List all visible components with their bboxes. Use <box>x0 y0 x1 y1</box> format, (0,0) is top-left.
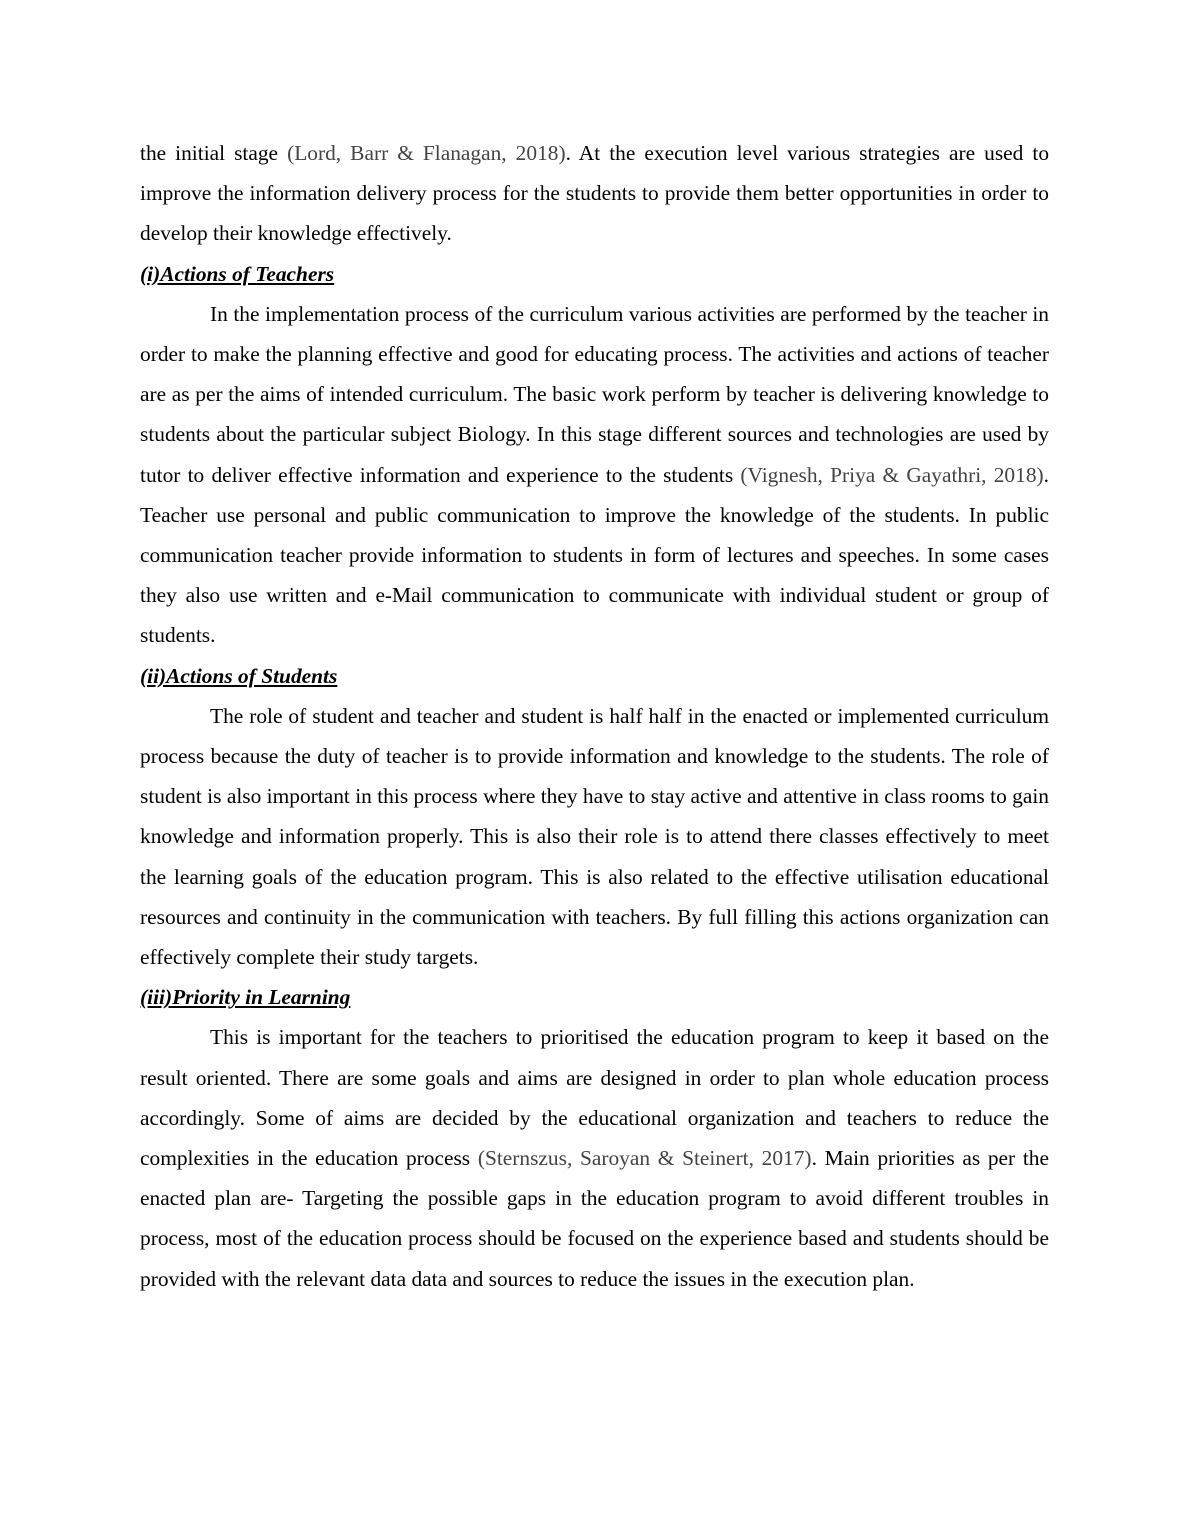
teachers-paragraph <box>140 294 1049 656</box>
teachers-heading: (i)Actions of Teachers <box>140 261 335 286</box>
priority-text-end: . Main priorities as per the enacted plan are- Targeting the possible gaps in the education program to avoid different troubles in process, most of the education process should be focused on the experience based and students should be provided with the relevant data data and sources to reduce the issues in the execution plan. <box>140 1146 1049 1291</box>
priority-heading: (iii)Priority in Learning <box>140 985 351 1010</box>
document-page <box>140 133 1049 1299</box>
students-paragraph: The role of student and teacher and student is half half in the enacted or implemented curriculum process because the duty of teacher is to provide information and knowledge to the students. The role of student is also important in this process where they have to stay active and attentive in class rooms to gain knowledge and information properly. This is also their role is to attend there classes effectively to meet the learning goals of the education program. This is also related to the effective utilisation educational resources and continuity in the communication with teachers. By full filling this actions organization can effectively complete their study targets. <box>140 703 1049 970</box>
priority-text-start: This is important for the teachers to prioritised the education program to keep it based on the result oriented. There are some goals and aims are designed in order to plan whole education process accordingly. Some of aims are decided by the educational organization and teachers to reduce the complexities in the education process <box>140 1025 1049 1171</box>
intro-citation: (Lord, Barr & Flanagan, 2018) <box>287 141 566 165</box>
teachers-citation: (Vignesh, Priya & Gayathri, 2018) <box>740 462 1044 487</box>
teachers-text-start: In the implementation process of the curriculum various activities are performed by the teacher in order to make the planning effective and good for educating process. The activities and actions of teacher are as per the aims of intended curriculum. The basic work perform by teacher is delivering knowledge to students about the particular subject Biology. In this stage different sources and technologies are used by tutor to deliver effective information and experience to the students <box>140 301 1049 487</box>
intro-paragraph <box>140 133 1049 254</box>
teachers-text-end: . Teacher use personal and public communication to improve the knowledge of the students. In public communication teacher provide information to students in form of lectures and speeches. In some cases they also use written and e-Mail communication to communicate with individual student or group of students. <box>140 462 1049 648</box>
priority-paragraph <box>140 1017 1049 1298</box>
intro-text-end: . At the execution level various strategies are used to improve the information delivery process for the students to provide them better opportunities in order to develop their knowledge effectively. <box>140 141 1050 246</box>
intro-text-start: the initial stage <box>140 141 288 165</box>
students-heading: (ii)Actions of Students <box>140 663 338 688</box>
priority-citation: (Sternszus, Saroyan & Steinert, 2017) <box>477 1146 812 1171</box>
